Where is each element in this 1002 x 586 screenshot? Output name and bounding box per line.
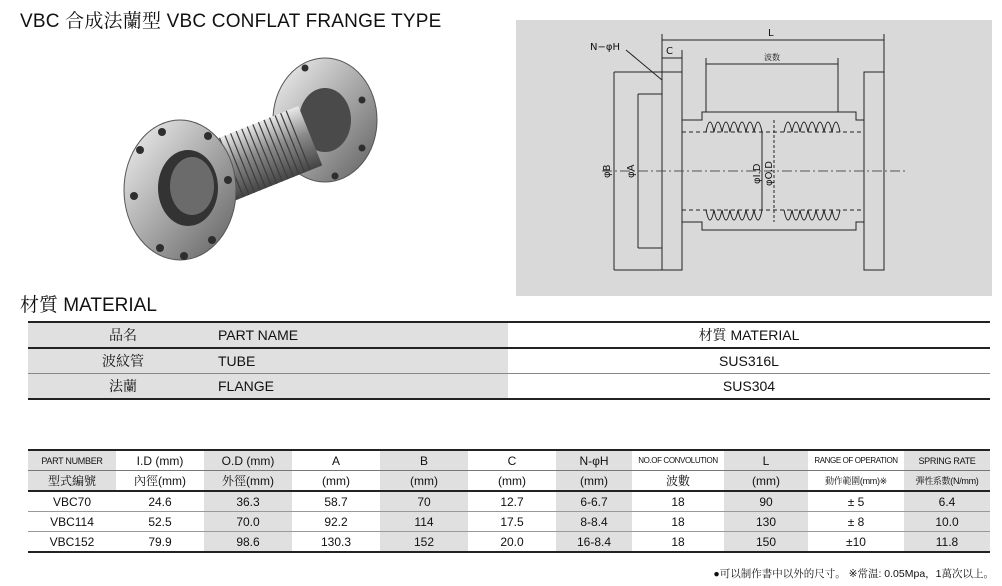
part-number-cell: VBC114 xyxy=(28,512,116,532)
table-cell: 17.5 xyxy=(468,512,556,532)
table-cell: 8-8.4 xyxy=(556,512,632,532)
table-cell: 152 xyxy=(380,532,468,553)
header-cell: B xyxy=(380,450,468,471)
table-cell: 11.8 xyxy=(904,532,990,553)
table-cell: 52.5 xyxy=(116,512,204,532)
table-cell: 92.2 xyxy=(292,512,380,532)
header-part-name: PART NAME xyxy=(218,322,508,348)
header-cell: NO.OF CONVOLUTION xyxy=(632,450,724,471)
material-header-row xyxy=(28,322,990,348)
table-cell: 114 xyxy=(380,512,468,532)
table-cell: 130.3 xyxy=(292,532,380,553)
header-cell: A xyxy=(292,450,380,471)
header-cell: (mm) xyxy=(380,471,468,492)
c-label: C xyxy=(666,46,673,57)
header-cell: PART NUMBER xyxy=(28,450,116,471)
page-title: VBC 合成法蘭型 VBC CONFLAT FRANGE TYPE xyxy=(20,11,442,32)
table-row xyxy=(28,532,990,553)
table-cell: 20.0 xyxy=(468,532,556,553)
table-cell: 150 xyxy=(724,532,808,553)
table-cell: 130 xyxy=(724,512,808,532)
a-label: φA xyxy=(626,164,637,178)
header-cell: N-φH xyxy=(556,450,632,471)
header-item-name: 品名 xyxy=(28,322,218,348)
table-cell: 70.0 xyxy=(204,512,292,532)
table-cell: 36.3 xyxy=(204,491,292,512)
id-label: φI.D xyxy=(752,163,763,184)
table-cell: 6-6.7 xyxy=(556,491,632,512)
header-material: 材質 MATERIAL xyxy=(508,322,990,348)
spec-header-en-row xyxy=(28,450,990,471)
table-cell: 58.7 xyxy=(292,491,380,512)
table-cell: ± 8 xyxy=(808,512,904,532)
table-cell: 79.9 xyxy=(116,532,204,553)
header-cell: C xyxy=(468,450,556,471)
table-cell: 18 xyxy=(632,491,724,512)
table-row xyxy=(28,491,990,512)
spec-table xyxy=(28,449,990,553)
table-row xyxy=(28,512,990,532)
header-cell: SPRING RATE xyxy=(904,450,990,471)
od-label: φO.D xyxy=(764,161,775,186)
item-name: 法蘭 xyxy=(28,374,218,400)
item-name: 波紋管 xyxy=(28,348,218,374)
header-cell: L xyxy=(724,450,808,471)
header-cell: 型式編號 xyxy=(28,471,116,492)
header-cell: O.D (mm) xyxy=(204,450,292,471)
table-cell: 12.7 xyxy=(468,491,556,512)
part-name: FLANGE xyxy=(218,374,508,400)
part-number-cell: VBC152 xyxy=(28,532,116,553)
table-row xyxy=(28,374,990,400)
table-cell: ±10 xyxy=(808,532,904,553)
table-cell: 6.4 xyxy=(904,491,990,512)
table-cell: ± 5 xyxy=(808,491,904,512)
material-value: SUS316L xyxy=(508,348,990,374)
table-cell: 98.6 xyxy=(204,532,292,553)
material-table xyxy=(28,321,990,400)
table-cell: 16-8.4 xyxy=(556,532,632,553)
spec-header-zh-row xyxy=(28,471,990,492)
header-cell: 波數 xyxy=(632,471,724,492)
table-cell: 18 xyxy=(632,512,724,532)
header-cell: 內徑(mm) xyxy=(116,471,204,492)
part-name: TUBE xyxy=(218,348,508,374)
table-cell: 18 xyxy=(632,532,724,553)
part-number-cell: VBC70 xyxy=(28,491,116,512)
header-cell: 彈性系數(N/mm) xyxy=(904,471,990,492)
table-cell: 90 xyxy=(724,491,808,512)
l-label: L xyxy=(768,28,774,39)
dimension-diagram xyxy=(516,20,992,296)
header-cell: 動作範圍(mm)※ xyxy=(808,471,904,492)
table-cell: 24.6 xyxy=(116,491,204,512)
header-cell: (mm) xyxy=(556,471,632,492)
bellows-photo xyxy=(100,40,400,280)
header-cell: (mm) xyxy=(468,471,556,492)
b-label: φB xyxy=(602,164,613,178)
footnote: ●可以制作書中以外的尺寸。 ※常温: 0.05Mpa，1萬次以上。 xyxy=(713,568,994,580)
material-value: SUS304 xyxy=(508,374,990,400)
header-cell: (mm) xyxy=(724,471,808,492)
table-row xyxy=(28,348,990,374)
header-cell: (mm) xyxy=(292,471,380,492)
wave-label: 波数 xyxy=(764,53,780,62)
material-title: 材質 MATERIAL xyxy=(20,295,157,316)
nh-label: N−φH xyxy=(590,42,620,53)
header-cell: I.D (mm) xyxy=(116,450,204,471)
table-cell: 10.0 xyxy=(904,512,990,532)
header-cell: RANGE OF OPERATION xyxy=(808,450,904,471)
table-cell: 70 xyxy=(380,491,468,512)
header-cell: 外徑(mm) xyxy=(204,471,292,492)
